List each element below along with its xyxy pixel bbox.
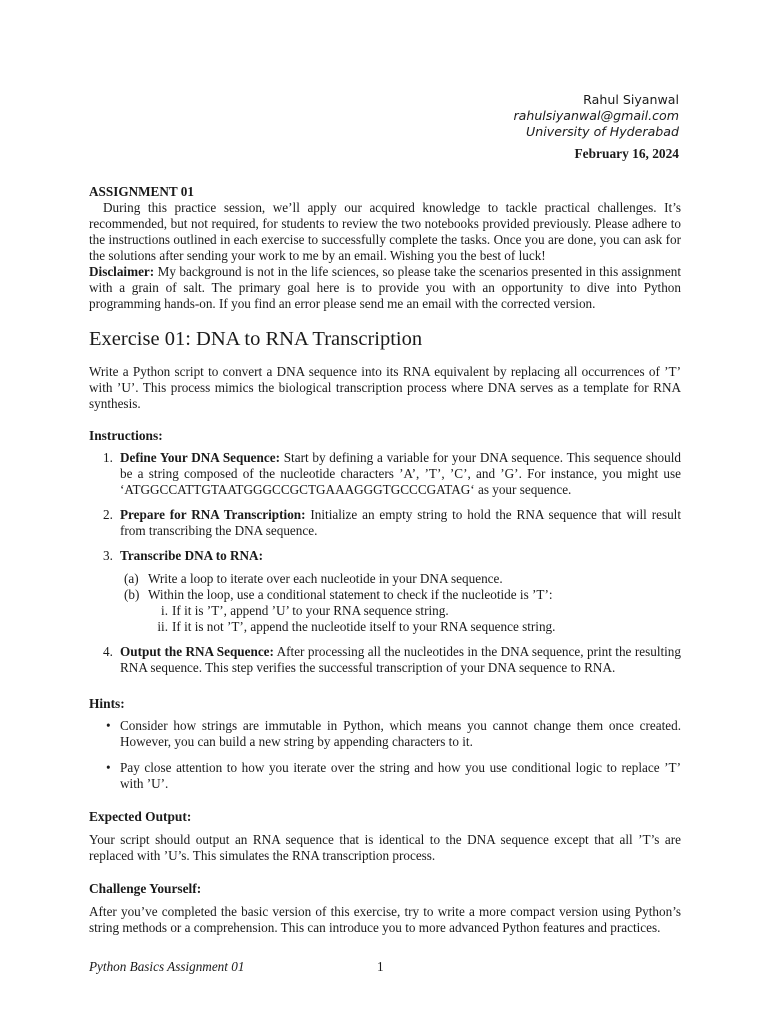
exercise-description: Write a Python script to convert a DNA sequence into its RNA equivalent by replacing all occurrences of ’T’ with ’U’. This process mimics the biological transcription process where DNA serves as a template for RNA synthesis. bbox=[89, 364, 681, 411]
page-number: 1 bbox=[377, 959, 384, 974]
intro-section bbox=[89, 184, 681, 312]
list-item bbox=[89, 718, 681, 750]
list-item bbox=[89, 548, 681, 635]
subsubsteps bbox=[148, 603, 681, 635]
list-item bbox=[120, 587, 681, 635]
step-lead: Output the RNA Sequence: bbox=[120, 644, 274, 659]
list-item bbox=[148, 619, 681, 635]
step-lead: Prepare for RNA Transcription: bbox=[120, 507, 306, 522]
author-name: Rahul Siyanwal bbox=[583, 92, 679, 107]
document-date: February 16, 2024 bbox=[574, 146, 679, 161]
substep-number: (a) bbox=[124, 571, 139, 586]
list-item bbox=[148, 603, 681, 619]
step-number: 1. bbox=[103, 450, 113, 465]
subsubstep-text: If it is not ’T’, append the nucleotide itself to your RNA sequence string. bbox=[172, 619, 556, 634]
substep-text: Within the loop, use a conditional statement to check if the nucleotide is ’T’: bbox=[148, 587, 553, 602]
list-item bbox=[89, 450, 681, 498]
step-text: Initialize an empty string to hold the RNA sequence that will result from transcribing the DNA sequence. bbox=[120, 507, 681, 538]
step-lead: Transcribe DNA to RNA: bbox=[120, 548, 263, 563]
document-page bbox=[89, 0, 681, 1024]
substeps bbox=[120, 571, 681, 635]
author-email: rahulsiyanwal@gmail.com bbox=[513, 108, 679, 123]
list-item bbox=[120, 571, 681, 587]
intro-paragraph: During this practice session, we’ll apply our acquired knowledge to tackle practical challenges. It’s recommended, but not required, for students to review the two notebooks provided previously. Please adhere to the instructions outlined in each exercise to successfully complete the tasks. Once you are done, you can ask for the solutions after sending your work to me by an email. Wishing you the best of luck! bbox=[89, 200, 681, 263]
step-text: Start by defining a variable for your DNA sequence. This sequence should be a string composed of the nucleotide characters ’A’, ’T’, ’C’, and ’G’. For instance, you might use ‘ATGGCCATTGTAATGGGCCGCTGAAAGGGTGCCCGATAG‘ as your sequence. bbox=[120, 450, 681, 497]
challenge-heading: Challenge Yourself: bbox=[89, 881, 202, 896]
step-number: 4. bbox=[103, 644, 113, 659]
instructions-heading: Instructions: bbox=[89, 428, 163, 443]
hints-heading: Hints: bbox=[89, 696, 125, 711]
subsubstep-number: i. bbox=[161, 603, 168, 618]
list-item bbox=[89, 760, 681, 792]
expected-output-text: Your script should output an RNA sequence that is identical to the DNA sequence except that all ’T’s are replaced with ’U’s. This simulates the RNA transcription process. bbox=[89, 832, 681, 863]
list-item bbox=[89, 644, 681, 676]
substep-number: (b) bbox=[124, 587, 140, 602]
hints-list bbox=[89, 718, 681, 802]
expected-output-heading: Expected Output: bbox=[89, 809, 192, 824]
disclaimer bbox=[89, 264, 681, 311]
bullet-icon: • bbox=[106, 718, 111, 733]
disclaimer-label: Disclaimer: bbox=[89, 264, 155, 279]
hint-text: Consider how strings are immutable in Python, which means you cannot change them once created. However, you can build a new string by appending characters to it. bbox=[120, 718, 681, 749]
step-number: 2. bbox=[103, 507, 113, 522]
list-item bbox=[89, 507, 681, 539]
step-text: After processing all the nucleotides in the DNA sequence, print the resulting RNA sequence. This step verifies the successful transcription of your DNA sequence to RNA. bbox=[120, 644, 681, 675]
bullet-icon: • bbox=[106, 760, 111, 775]
assignment-heading: ASSIGNMENT 01 bbox=[89, 184, 194, 199]
step-number: 3. bbox=[103, 548, 113, 563]
instruction-steps bbox=[89, 450, 681, 685]
author-university: University of Hyderabad bbox=[526, 124, 679, 139]
subsubstep-text: If it is ’T’, append ’U’ to your RNA sequence string. bbox=[172, 603, 449, 618]
step-lead: Define Your DNA Sequence: bbox=[120, 450, 280, 465]
footer-title: Python Basics Assignment 01 bbox=[89, 959, 245, 974]
disclaimer-text: My background is not in the life sciences, so please take the scenarios presented in this assignment with a grain of salt. The primary goal here is to provide you with an opportunity to dive into Python programming hands-on. If you find an error please send me an email with the corrected version. bbox=[89, 264, 681, 311]
subsubstep-number: ii. bbox=[157, 619, 168, 634]
hint-text: Pay close attention to how you iterate over the string and how you use conditional logic to replace ’T’ with ’U’. bbox=[120, 760, 681, 791]
exercise-title: Exercise 01: DNA to RNA Transcription bbox=[89, 328, 423, 350]
author-block bbox=[513, 92, 679, 140]
substep-text: Write a loop to iterate over each nucleotide in your DNA sequence. bbox=[148, 571, 503, 586]
challenge-text: After you’ve completed the basic version of this exercise, try to write a more compact version using Python’s string methods or a comprehension. This can introduce you to more advanced Python features and practices. bbox=[89, 904, 681, 935]
